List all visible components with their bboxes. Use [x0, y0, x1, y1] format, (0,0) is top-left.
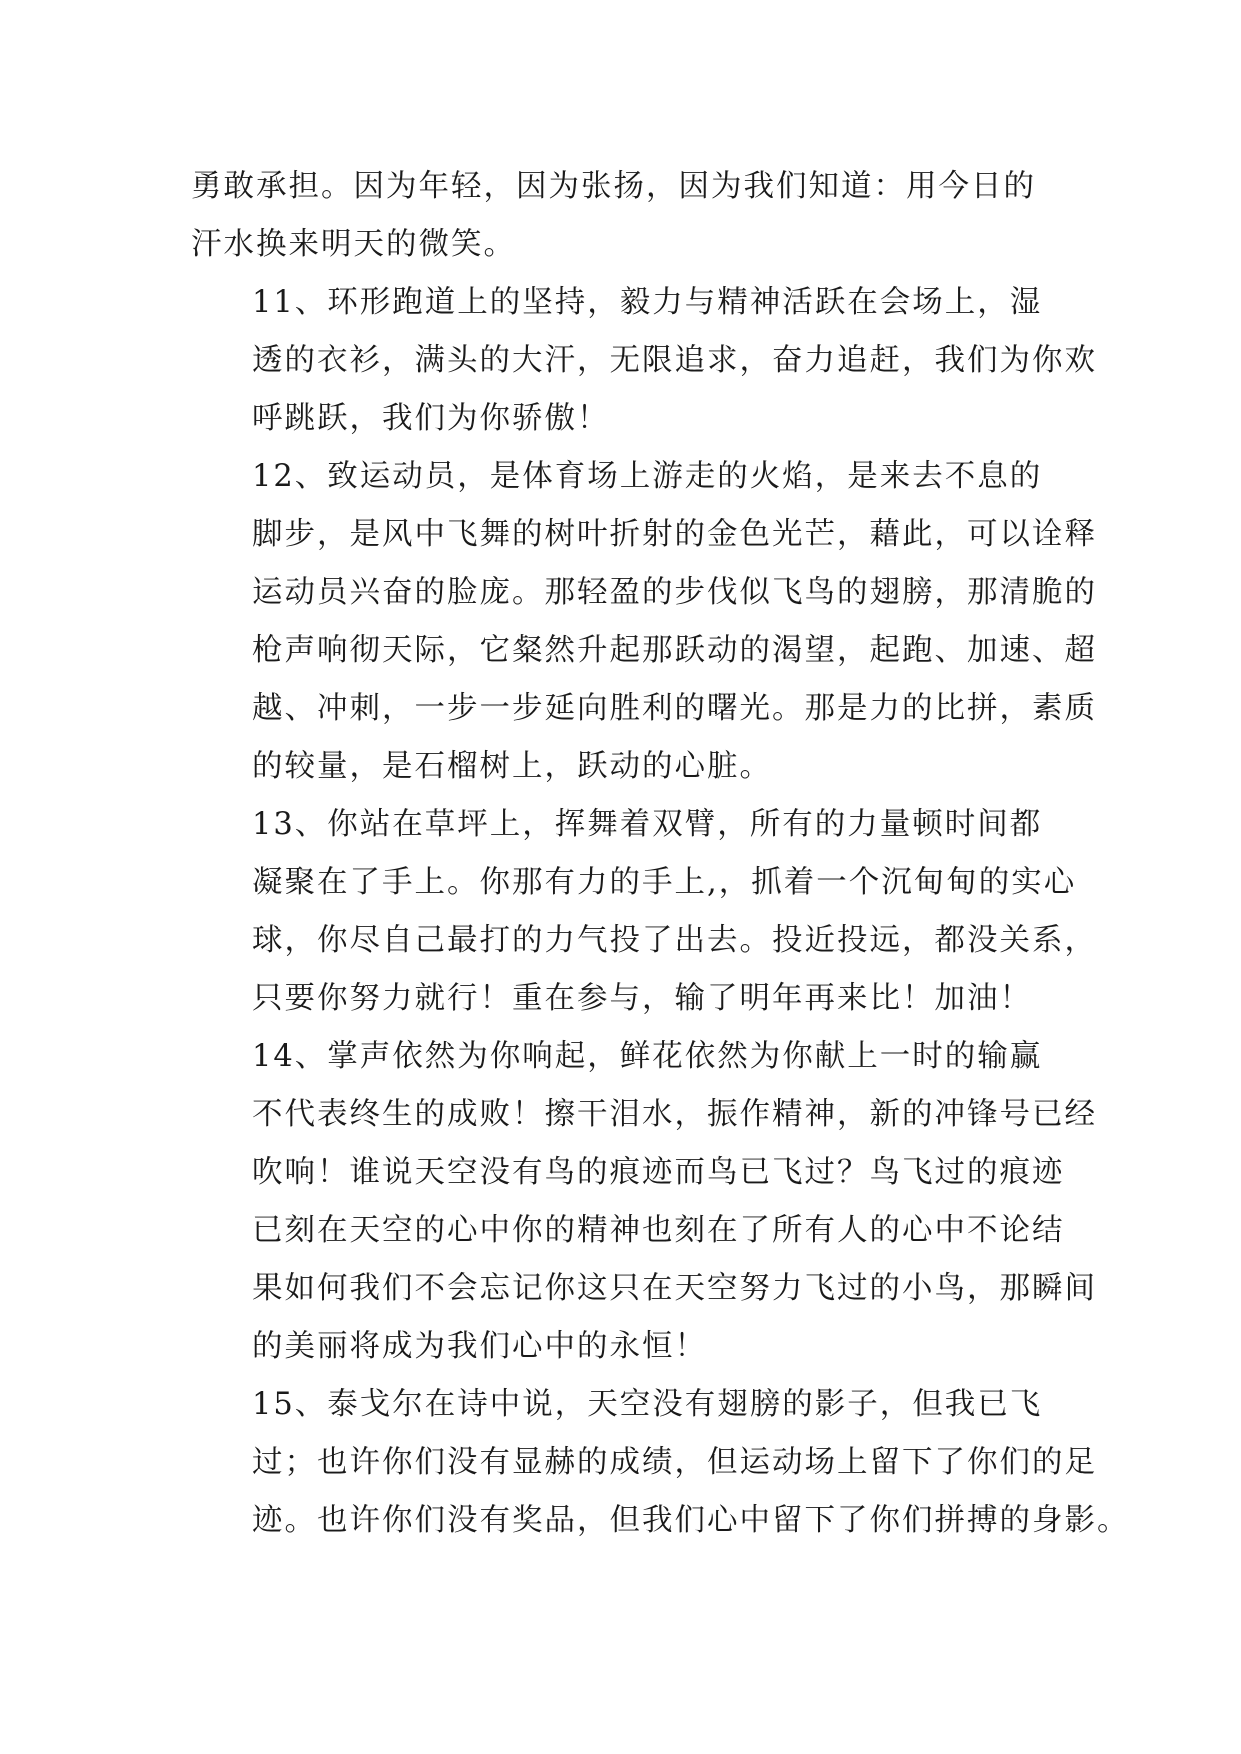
- text-line: 的美丽将成为我们心中的永恒！: [252, 1329, 707, 1364]
- text-line: 汗水换来明天的微笑。: [191, 227, 516, 262]
- text-line: 11、环形跑道上的坚持，毅力与精神活跃在会场上，湿: [252, 285, 1043, 320]
- document-body: [191, 158, 1130, 1550]
- text-line: 运动员兴奋的脸庞。那轻盈的步伐似飞鸟的翅膀，那清脆的: [252, 575, 1097, 610]
- text-line: 不代表终生的成败！擦干泪水，振作精神，新的冲锋号已经: [252, 1097, 1097, 1132]
- text-line: 脚步，是风中飞舞的树叶折射的金色光芒，藉此，可以诠释: [252, 517, 1097, 552]
- paragraph-13: [191, 796, 1097, 1028]
- text-line: 14、掌声依然为你响起，鲜花依然为你献上一时的输赢: [252, 1039, 1043, 1074]
- text-line: 果如何我们不会忘记你这只在天空努力飞过的小鸟，那瞬间: [252, 1271, 1097, 1306]
- paragraph-14: [191, 1028, 1097, 1376]
- text-line: 迹。也许你们没有奖品，但我们心中留下了你们拼搏的身影。: [252, 1503, 1130, 1538]
- text-line: 枪声响彻天际，它粲然升起那跃动的渴望，起跑、加速、超: [252, 633, 1097, 668]
- text-line: 越、冲刺，一步一步延向胜利的曙光。那是力的比拼，素质: [252, 691, 1097, 726]
- text-line: 凝聚在了手上。你那有力的手上,，抓着一个沉甸甸的实心: [252, 865, 1077, 900]
- paragraph-10-continuation: [191, 158, 1051, 274]
- text-line: 呼跳跃，我们为你骄傲！: [252, 401, 610, 436]
- text-line: 13、你站在草坪上，挥舞着双臂，所有的力量顿时间都: [252, 807, 1043, 842]
- text-line: 只要你努力就行！重在参与，输了明年再来比！加油！: [252, 981, 1032, 1016]
- paragraph-15: [191, 1376, 1130, 1550]
- text-line: 透的衣衫，满头的大汗，无限追求，奋力追赶，我们为你欢: [252, 343, 1097, 378]
- text-line: 15、泰戈尔在诗中说，天空没有翅膀的影子，但我已飞: [252, 1387, 1043, 1422]
- text-line: 吹响！谁说天空没有鸟的痕迹而鸟已飞过？鸟飞过的痕迹: [252, 1155, 1065, 1190]
- paragraph-11: [191, 274, 1097, 448]
- text-line: 已刻在天空的心中你的精神也刻在了所有人的心中不论结: [252, 1213, 1065, 1248]
- text-line: 过；也许你们没有显赫的成绩，但运动场上留下了你们的足: [252, 1445, 1097, 1480]
- text-line: 球，你尽自己最打的力气投了出去。投近投远，都没关系，: [252, 923, 1097, 958]
- text-line: 12、致运动员，是体育场上游走的火焰，是来去不息的: [252, 459, 1043, 494]
- paragraph-12: [191, 448, 1097, 796]
- text-line: 勇敢承担。因为年轻，因为张扬，因为我们知道：用今日的: [191, 169, 1036, 204]
- text-line: 的较量，是石榴树上，跃动的心脏。: [252, 749, 772, 784]
